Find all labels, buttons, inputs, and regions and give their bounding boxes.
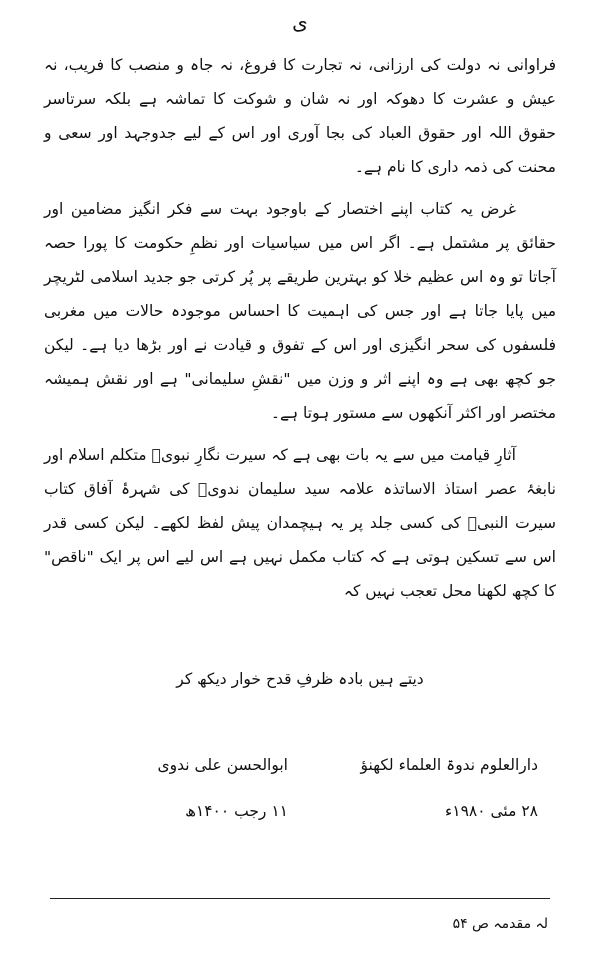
footnote-divider bbox=[50, 898, 550, 899]
footnote: لہ مقدمہ ص ۵۴ bbox=[452, 916, 548, 932]
paragraph-1: فراوانی نہ دولت کی ارزانی، نہ تجارت کا فروغ، نہ جاہ و منصب کا فریب، نہ عیش و عشرت کا دھوکہ اور نہ شان و شوکت کا تماشہ ہے بلکہ سرتاسر حقوق اللہ اور حقوق العباد کی بجا آوری اور اس کے لیے جدوجہد اور سعی و محنت کی ذمہ داری کا نام ہے۔ bbox=[44, 56, 556, 176]
body-text bbox=[44, 48, 556, 616]
place-name: دارالعلوم ندوۃ العلماء لکھنؤ bbox=[360, 756, 538, 774]
page-number: ی bbox=[292, 10, 308, 34]
place-date-block bbox=[298, 742, 538, 834]
gregorian-date: ۲۸ مئی ۱۹۸۰ء bbox=[444, 802, 538, 820]
author-name: ابوالحسن علی ندوی bbox=[157, 756, 288, 774]
hijri-date: ۱۱ رجب ۱۴۰۰ھ bbox=[185, 802, 288, 820]
verse-line: دیتے ہیں بادہ ظرفِ قدح خوار دیکھ کر bbox=[176, 670, 424, 688]
paragraph-3: آثارِ قیامت میں سے یہ بات بھی ہے کہ سیرت نگارِ نبویؐ متکلم اسلام اور نابغۂ عصر استاذ الاساتذہ علامہ سید سلیمان ندویؒ کی شہرۂ آفاق کتاب سیرت النبیؐ کی کسی جلد پر یہ ہیچمدان پیش لفظ لکھے۔ لیکن کسی قدر اس سے تسکین ہوتی ہے کہ کتاب مکمل نہیں ہے اس لیے اس پر ایک "ناقص" کا کچھ لکھنا محل تعجب نہیں کہ bbox=[44, 446, 556, 600]
signature-block bbox=[88, 742, 288, 834]
paragraph-2: غرض یہ کتاب اپنے اختصار کے باوجود بہت سے فکر انگیز مضامین اور حقائق پر مشتمل ہے۔ اگر اس میں سیاسیات اور نظمِ حکومت کا پورا حصہ آجاتا تو وہ اس عظیم خلا کو بہترین طریقے پر پُر کرتی جو جدید اسلامی لٹریچر میں پایا جاتا ہے اور جس کی اہمیت کا احساس موجودہ حالات میں مغربی فلسفوں کی سحر انگیزی اور اس کے تفوق و قیادت نے اور بڑھا دیا ہے۔ لیکن جو کچھ بھی ہے وہ اپنے اثر و وزن میں "نقشِ سلیمانی" ہے اور نقش ہمیشہ مختصر اور اکثر آنکھوں سے مستور ہوتا ہے۔ bbox=[44, 200, 556, 422]
